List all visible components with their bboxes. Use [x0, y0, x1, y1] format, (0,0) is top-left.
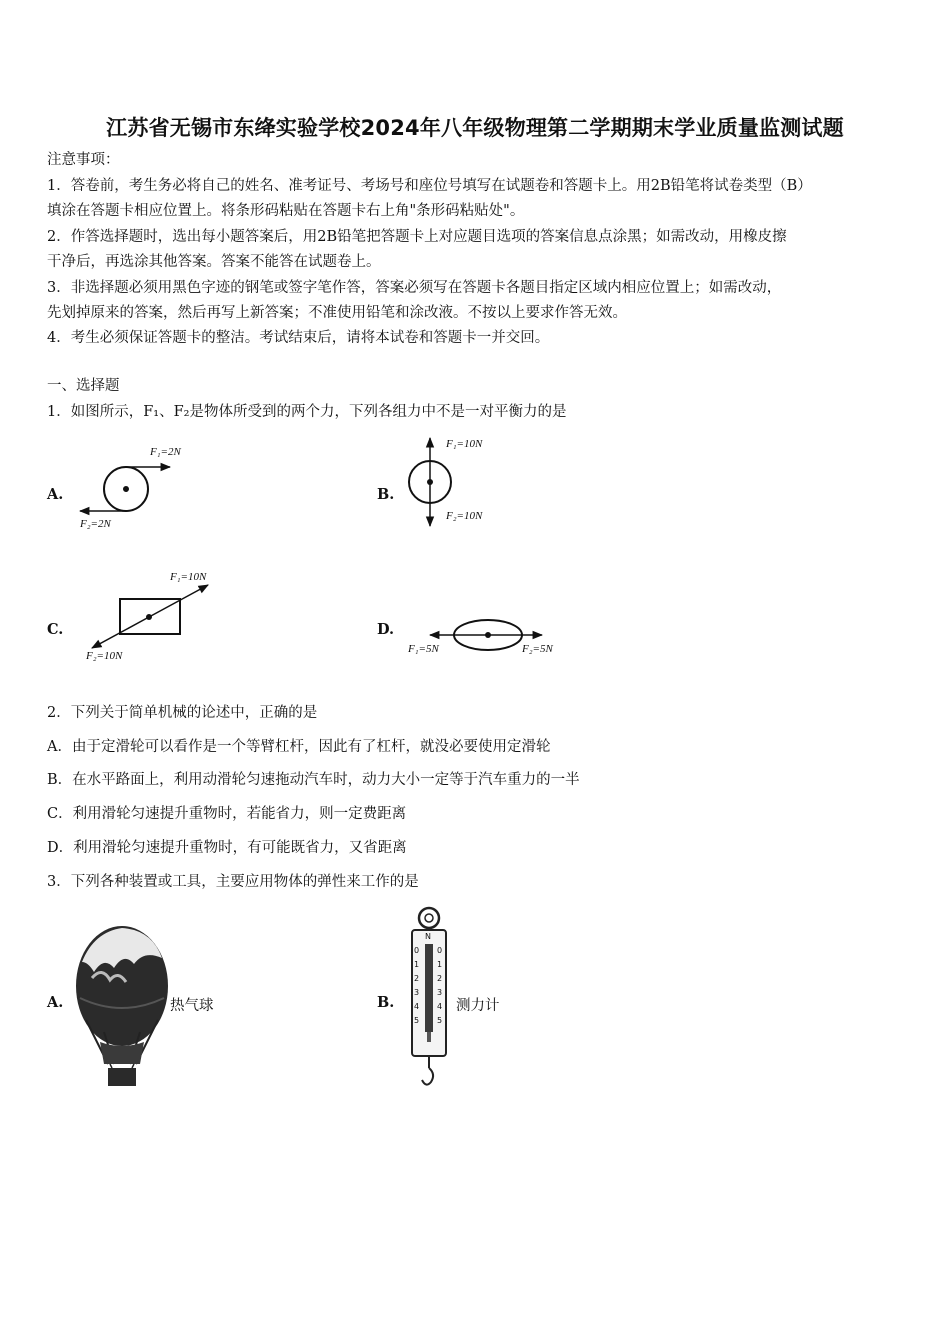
q1-d-f1-label: F₁=5N: [408, 643, 439, 655]
scale-mark: 2: [414, 974, 420, 983]
scale-mark: 0: [414, 946, 420, 955]
page-title: 江苏省无锡市东绛实验学校2024年八年级物理第二学期期末学业质量监测试题: [106, 116, 844, 140]
q3-b-caption: 测力计: [456, 998, 500, 1014]
question-3-stem: 3．下列各种装置或工具，主要应用物体的弹性来工作的是: [47, 874, 419, 890]
q1-option-b-label[interactable]: B.: [377, 486, 395, 503]
notice-line: 填涂在答题卡相应位置上。将条形码粘贴在答题卡右上角"条形码粘贴处"。: [47, 203, 525, 219]
notice-line: 3．非选择题必须用黑色字迹的钢笔或签字笔作答，答案必须写在答题卡各题目指定区域内相应位置上；如需改动，: [47, 280, 782, 296]
scale-mark: 5: [437, 1016, 443, 1025]
notice-line: 2．作答选择题时，选出每小题答案后，用2B铅笔把答题卡上对应题目选项的答案信息点涂黑；如需改动，用橡皮擦: [47, 229, 787, 245]
q3-option-b-label[interactable]: B.: [377, 994, 395, 1011]
q1-b-f1-label: F₁=10N: [446, 438, 483, 450]
q2-option-c[interactable]: C．利用滑轮匀速提升重物时，若能省力，则一定费距离: [47, 806, 407, 822]
scale-mark: 5: [414, 1016, 420, 1025]
q1-diagram-c: [80, 580, 220, 660]
scale-unit-label: N: [425, 932, 431, 941]
scale-mark: 1: [414, 960, 420, 969]
q1-option-c-label[interactable]: C.: [47, 621, 64, 638]
notice-line: 干净后，再选涂其他答案。答案不能答在试题卷上。: [47, 254, 381, 270]
q3-option-a-label[interactable]: A.: [47, 994, 64, 1011]
q1-a-f1-label: F₁=2N: [150, 446, 181, 458]
q1-d-f2-label: F₂=5N: [522, 643, 553, 655]
hot-air-balloon-image: [74, 922, 174, 1088]
q1-c-f1-label: F₁=10N: [170, 571, 207, 583]
q1-option-d-label[interactable]: D.: [377, 621, 395, 638]
scale-mark: 1: [437, 960, 443, 969]
q3-a-caption: 热气球: [170, 998, 214, 1014]
notice-line: 1．答卷前，考生务必将自己的姓名、准考证号、考场号和座位号填写在试题卷和答题卡上。用2B铅笔将试卷类型（B）: [47, 178, 812, 194]
q2-option-d[interactable]: D．利用滑轮匀速提升重物时，有可能既省力，又省距离: [47, 840, 407, 856]
scale-mark: 4: [437, 1002, 443, 1011]
scale-mark: 3: [437, 988, 443, 997]
notice-line: 先划掉原来的答案，然后再写上新答案；不准使用铅笔和涂改液。不按以上要求作答无效。: [47, 305, 627, 321]
q2-option-a[interactable]: A．由于定滑轮可以看作是一个等臂杠杆，因此有了杠杆，就没必要使用定滑轮: [47, 739, 551, 755]
q1-option-a-label[interactable]: A.: [47, 486, 64, 503]
scale-marks-right: [437, 944, 442, 1028]
notice-heading: 注意事项：: [47, 152, 120, 168]
scale-mark: 0: [437, 946, 443, 955]
scale-marks-left: [414, 944, 419, 1028]
section-heading: 一、选择题: [47, 378, 120, 394]
question-2-stem: 2．下列关于简单机械的论述中，正确的是: [47, 705, 318, 721]
question-1-stem: 1．如图所示，F₁、F₂是物体所受到的两个力，下列各组力中不是一对平衡力的是: [47, 404, 567, 420]
q1-a-f2-label: F₂=2N: [80, 518, 111, 530]
q2-option-b[interactable]: B．在水平路面上，利用动滑轮匀速拖动汽车时，动力大小一定等于汽车重力的一半: [47, 772, 580, 788]
scale-mark: 2: [437, 974, 443, 983]
notice-line: 4．考生必须保证答题卡的整洁。考试结束后，请将本试卷和答题卡一并交回。: [47, 330, 550, 346]
scale-mark: 3: [414, 988, 420, 997]
q1-b-f2-label: F₂=10N: [446, 510, 483, 522]
q1-c-f2-label: F₂=10N: [86, 650, 123, 662]
scale-mark: 4: [414, 1002, 420, 1011]
